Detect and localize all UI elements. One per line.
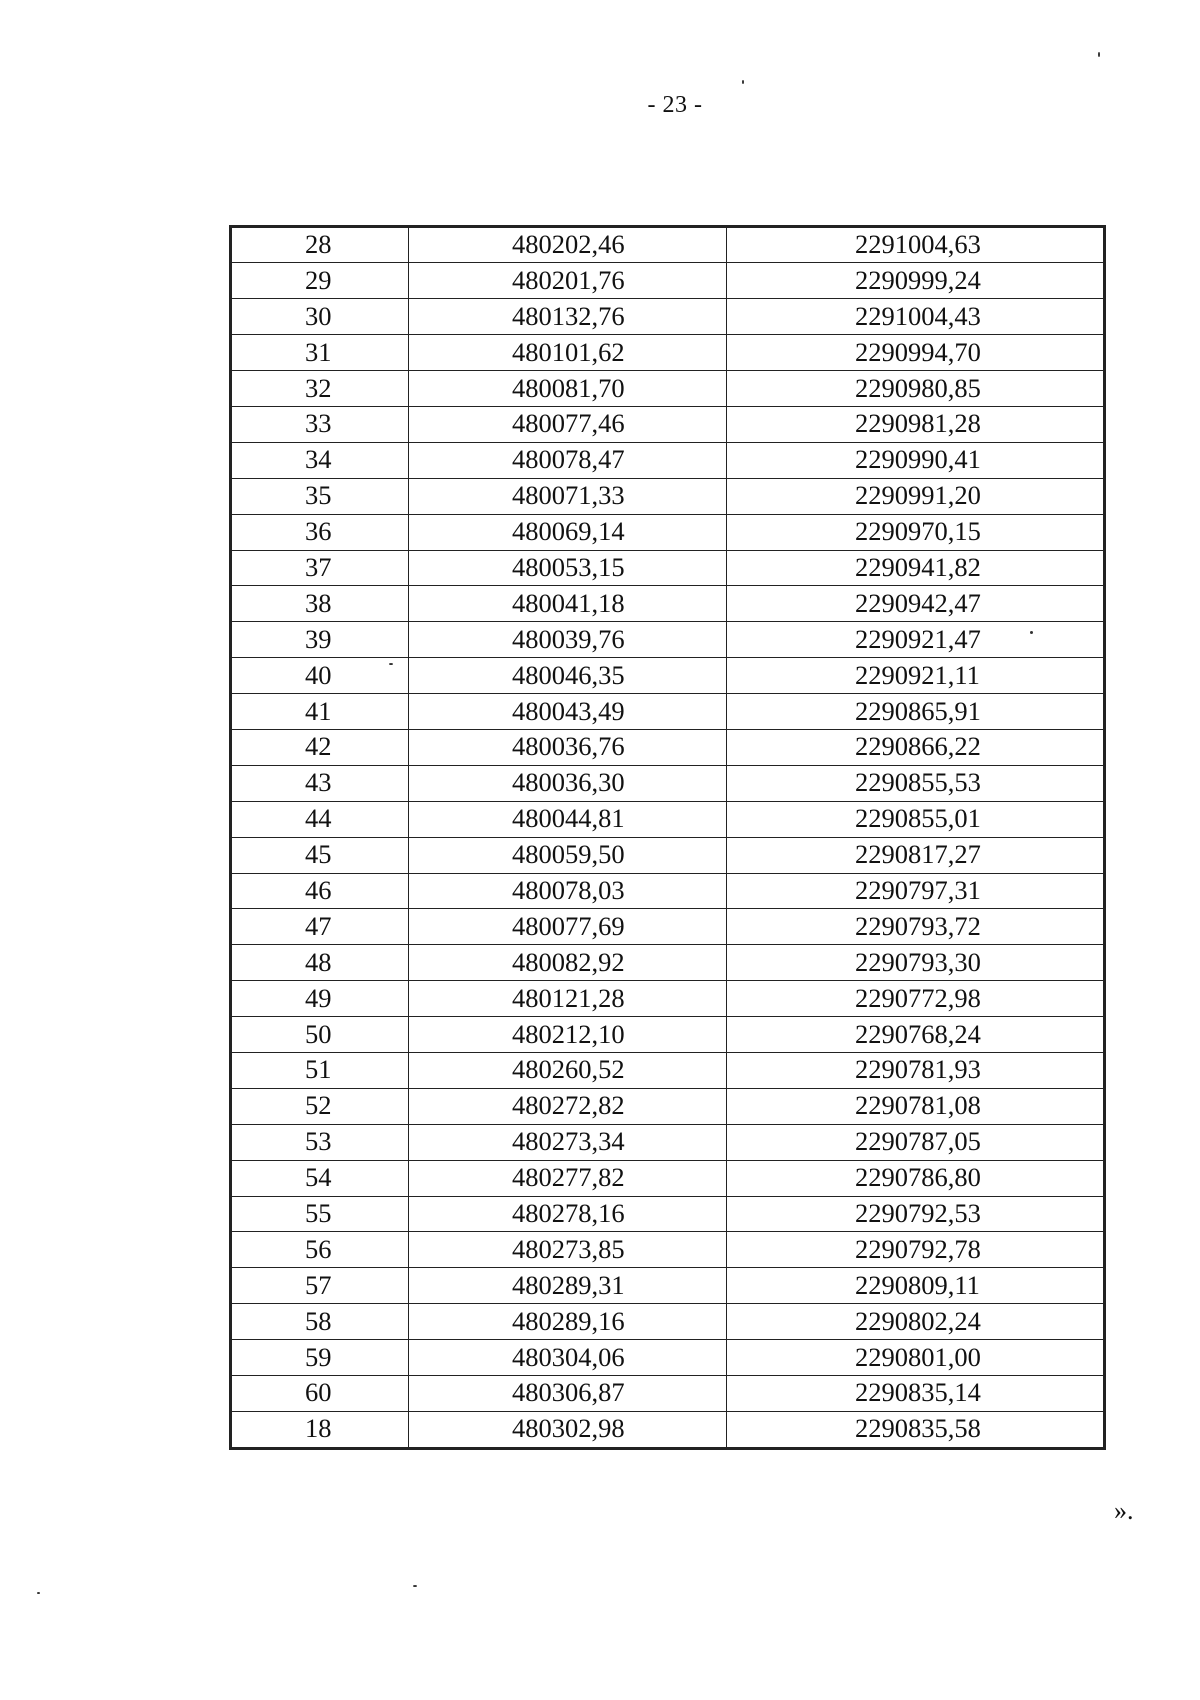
point-number-cell: 53 xyxy=(232,1124,409,1160)
point-number-cell: 58 xyxy=(232,1304,409,1340)
point-number-cell: 33 xyxy=(232,406,409,442)
table-row xyxy=(232,550,1104,586)
x-coordinate-cell: 480082,92 xyxy=(409,945,727,981)
point-number-cell: 57 xyxy=(232,1268,409,1304)
x-coordinate-cell: 480212,10 xyxy=(409,1017,727,1053)
table-row xyxy=(232,299,1104,335)
point-number-cell: 36 xyxy=(232,514,409,550)
table-row xyxy=(232,837,1104,873)
y-coordinate-cell: 2290921,47 xyxy=(727,622,1104,658)
point-number-cell: 56 xyxy=(232,1232,409,1268)
x-coordinate-cell: 480044,81 xyxy=(409,801,727,837)
y-coordinate-cell: 2291004,63 xyxy=(727,227,1104,263)
y-coordinate-cell: 2290970,15 xyxy=(727,514,1104,550)
y-coordinate-cell: 2290980,85 xyxy=(727,371,1104,407)
x-coordinate-cell: 480302,98 xyxy=(409,1411,727,1447)
x-coordinate-cell: 480272,82 xyxy=(409,1088,727,1124)
point-number-cell: 59 xyxy=(232,1340,409,1376)
scan-speck xyxy=(1098,52,1100,57)
point-number-cell: 46 xyxy=(232,873,409,909)
coordinates-table-container xyxy=(229,225,1106,1450)
table-row xyxy=(232,1232,1104,1268)
table-row xyxy=(232,227,1104,263)
y-coordinate-cell: 2290835,14 xyxy=(727,1376,1104,1412)
table-row xyxy=(232,1411,1104,1447)
x-coordinate-cell: 480101,62 xyxy=(409,335,727,371)
point-number-cell: 42 xyxy=(232,729,409,765)
scan-speck xyxy=(389,663,393,665)
x-coordinate-cell: 480046,35 xyxy=(409,658,727,694)
table-row xyxy=(232,981,1104,1017)
table-row xyxy=(232,1124,1104,1160)
point-number-cell: 45 xyxy=(232,837,409,873)
table-row xyxy=(232,478,1104,514)
point-number-cell: 39 xyxy=(232,622,409,658)
y-coordinate-cell: 2290817,27 xyxy=(727,837,1104,873)
y-coordinate-cell: 2290772,98 xyxy=(727,981,1104,1017)
table-row xyxy=(232,263,1104,299)
coordinates-table-body xyxy=(232,227,1104,1447)
y-coordinate-cell: 2290921,11 xyxy=(727,658,1104,694)
x-coordinate-cell: 480039,76 xyxy=(409,622,727,658)
x-coordinate-cell: 480121,28 xyxy=(409,981,727,1017)
x-coordinate-cell: 480132,76 xyxy=(409,299,727,335)
table-row xyxy=(232,1088,1104,1124)
y-coordinate-cell: 2291004,43 xyxy=(727,299,1104,335)
y-coordinate-cell: 2290941,82 xyxy=(727,550,1104,586)
table-row xyxy=(232,909,1104,945)
y-coordinate-cell: 2290792,78 xyxy=(727,1232,1104,1268)
table-row xyxy=(232,729,1104,765)
x-coordinate-cell: 480081,70 xyxy=(409,371,727,407)
x-coordinate-cell: 480077,69 xyxy=(409,909,727,945)
y-coordinate-cell: 2290781,08 xyxy=(727,1088,1104,1124)
table-row xyxy=(232,765,1104,801)
y-coordinate-cell: 2290990,41 xyxy=(727,442,1104,478)
point-number-cell: 41 xyxy=(232,694,409,730)
table-row xyxy=(232,586,1104,622)
x-coordinate-cell: 480043,49 xyxy=(409,694,727,730)
table-row xyxy=(232,514,1104,550)
table-row xyxy=(232,1017,1104,1053)
x-coordinate-cell: 480041,18 xyxy=(409,586,727,622)
scan-speck xyxy=(37,1592,40,1594)
table-row xyxy=(232,442,1104,478)
table-row xyxy=(232,694,1104,730)
table-row xyxy=(232,873,1104,909)
point-number-cell: 40 xyxy=(232,658,409,694)
table-row xyxy=(232,801,1104,837)
y-coordinate-cell: 2290991,20 xyxy=(727,478,1104,514)
table-row xyxy=(232,335,1104,371)
point-number-cell: 31 xyxy=(232,335,409,371)
point-number-cell: 55 xyxy=(232,1196,409,1232)
table-row xyxy=(232,658,1104,694)
x-coordinate-cell: 480277,82 xyxy=(409,1160,727,1196)
point-number-cell: 35 xyxy=(232,478,409,514)
x-coordinate-cell: 480306,87 xyxy=(409,1376,727,1412)
table-row xyxy=(232,1268,1104,1304)
table-row xyxy=(232,1196,1104,1232)
scan-speck xyxy=(1030,631,1033,634)
point-number-cell: 43 xyxy=(232,765,409,801)
point-number-cell: 44 xyxy=(232,801,409,837)
point-number-cell: 51 xyxy=(232,1052,409,1088)
x-coordinate-cell: 480273,34 xyxy=(409,1124,727,1160)
table-row xyxy=(232,1304,1104,1340)
table-row xyxy=(232,945,1104,981)
y-coordinate-cell: 2290792,53 xyxy=(727,1196,1104,1232)
point-number-cell: 18 xyxy=(232,1411,409,1447)
table-row xyxy=(232,1340,1104,1376)
point-number-cell: 47 xyxy=(232,909,409,945)
point-number-cell: 60 xyxy=(232,1376,409,1412)
y-coordinate-cell: 2290781,93 xyxy=(727,1052,1104,1088)
point-number-cell: 32 xyxy=(232,371,409,407)
scan-speck xyxy=(742,80,744,84)
table-row xyxy=(232,1160,1104,1196)
coordinates-table xyxy=(231,226,1104,1448)
point-number-cell: 30 xyxy=(232,299,409,335)
y-coordinate-cell: 2290793,30 xyxy=(727,945,1104,981)
point-number-cell: 29 xyxy=(232,263,409,299)
table-row xyxy=(232,371,1104,407)
x-coordinate-cell: 480069,14 xyxy=(409,514,727,550)
x-coordinate-cell: 480201,76 xyxy=(409,263,727,299)
y-coordinate-cell: 2290835,58 xyxy=(727,1411,1104,1447)
point-number-cell: 48 xyxy=(232,945,409,981)
x-coordinate-cell: 480260,52 xyxy=(409,1052,727,1088)
page-number: - 23 - xyxy=(647,92,703,118)
point-number-cell: 37 xyxy=(232,550,409,586)
x-coordinate-cell: 480036,76 xyxy=(409,729,727,765)
y-coordinate-cell: 2290981,28 xyxy=(727,406,1104,442)
x-coordinate-cell: 480071,33 xyxy=(409,478,727,514)
table-row xyxy=(232,622,1104,658)
y-coordinate-cell: 2290999,24 xyxy=(727,263,1104,299)
y-coordinate-cell: 2290866,22 xyxy=(727,729,1104,765)
point-number-cell: 49 xyxy=(232,981,409,1017)
x-coordinate-cell: 480077,46 xyxy=(409,406,727,442)
y-coordinate-cell: 2290786,80 xyxy=(727,1160,1104,1196)
point-number-cell: 34 xyxy=(232,442,409,478)
y-coordinate-cell: 2290865,91 xyxy=(727,694,1104,730)
y-coordinate-cell: 2290994,70 xyxy=(727,335,1104,371)
x-coordinate-cell: 480053,15 xyxy=(409,550,727,586)
table-row xyxy=(232,406,1104,442)
x-coordinate-cell: 480036,30 xyxy=(409,765,727,801)
point-number-cell: 54 xyxy=(232,1160,409,1196)
y-coordinate-cell: 2290787,05 xyxy=(727,1124,1104,1160)
x-coordinate-cell: 480278,16 xyxy=(409,1196,727,1232)
closing-quote-mark: ». xyxy=(1114,1496,1134,1525)
x-coordinate-cell: 480059,50 xyxy=(409,837,727,873)
x-coordinate-cell: 480078,03 xyxy=(409,873,727,909)
table-row xyxy=(232,1376,1104,1412)
y-coordinate-cell: 2290801,00 xyxy=(727,1340,1104,1376)
y-coordinate-cell: 2290942,47 xyxy=(727,586,1104,622)
point-number-cell: 38 xyxy=(232,586,409,622)
x-coordinate-cell: 480289,16 xyxy=(409,1304,727,1340)
y-coordinate-cell: 2290855,53 xyxy=(727,765,1104,801)
point-number-cell: 50 xyxy=(232,1017,409,1053)
y-coordinate-cell: 2290797,31 xyxy=(727,873,1104,909)
x-coordinate-cell: 480304,06 xyxy=(409,1340,727,1376)
x-coordinate-cell: 480289,31 xyxy=(409,1268,727,1304)
y-coordinate-cell: 2290802,24 xyxy=(727,1304,1104,1340)
x-coordinate-cell: 480273,85 xyxy=(409,1232,727,1268)
point-number-cell: 52 xyxy=(232,1088,409,1124)
point-number-cell: 28 xyxy=(232,227,409,263)
y-coordinate-cell: 2290809,11 xyxy=(727,1268,1104,1304)
table-row xyxy=(232,1052,1104,1088)
x-coordinate-cell: 480078,47 xyxy=(409,442,727,478)
y-coordinate-cell: 2290855,01 xyxy=(727,801,1104,837)
scan-speck xyxy=(413,1585,417,1587)
y-coordinate-cell: 2290768,24 xyxy=(727,1017,1104,1053)
y-coordinate-cell: 2290793,72 xyxy=(727,909,1104,945)
x-coordinate-cell: 480202,46 xyxy=(409,227,727,263)
